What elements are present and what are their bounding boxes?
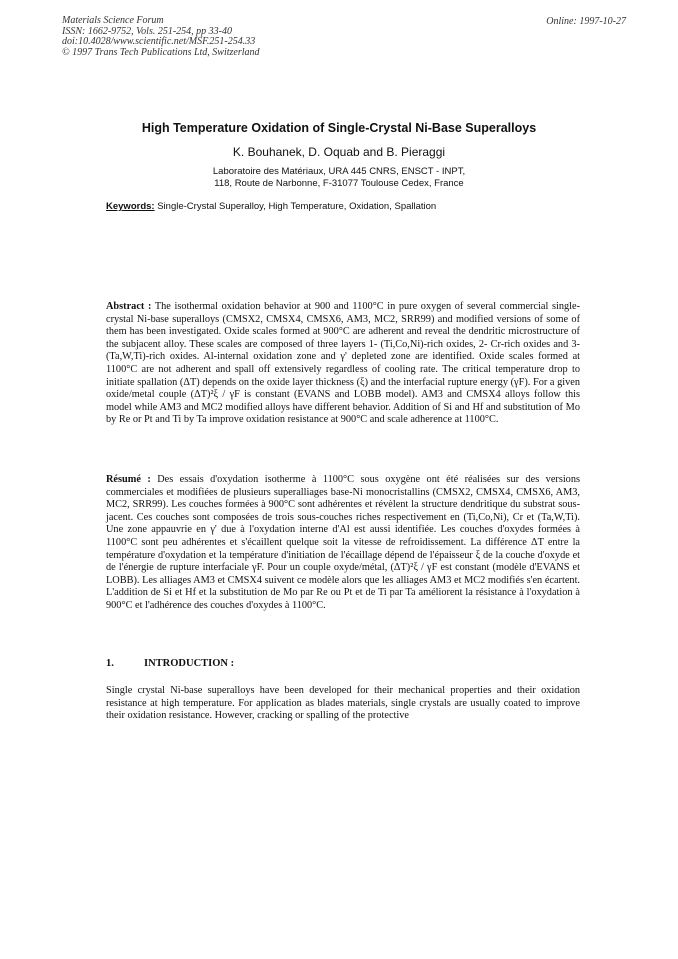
section-heading-introduction (106, 658, 234, 669)
online-date: Online: 1997-10-27 (546, 16, 626, 27)
affiliation-line-1: Laboratoire des Matériaux, URA 445 CNRS, ENSCT - INPT, (212, 166, 466, 177)
issn-line: ISSN: 1662-9752, Vols. 251-254, pp 33-40 (62, 25, 232, 37)
section-title: INTRODUCTION : (144, 658, 235, 669)
introduction-paragraph: Single crystal Ni-base superalloys have been developed for their mechanical properties and their oxidation resistance at high temperature. For application as blades materials, single crystals are usually coated to improve their oxidation resistance. However, cracking or spalling of the protective (106, 685, 580, 722)
doi-line: doi:10.4028/www.scientific.net/MSF.251-254.33 (62, 36, 256, 47)
paper-title: High Temperature Oxidation of Single-Crystal Ni-Base Superalloys (141, 121, 537, 135)
journal-header (62, 16, 260, 58)
affiliation (0, 166, 678, 190)
abstract (106, 301, 580, 427)
resume-text: Des essais d'oxydation isotherme à 1100°C sous oxygène ont été réalisées sur des versions commerciales et modifiées de plusieurs superalliages base-Ni monocristallins (CMSX2, CMSX4, CMSX6, AM3, MC2, SRR99). Les couches formées à 900°C sont adhérentes et révèlent la structure dendritique du substrat sous-jacent. Ces couches sont composées de trois sous-couches riches respectivement en (Ti,Co,Ni), Cr et (Ta,W,Ti). Une zone appauvrie en γ' due à l'oxydation interne d'Al est aussi identifiée. Les couches d'oxydes formées à 1100°C sont peu adhérentes et s'écaillent quelque soit la vitesse de refroidissement. La différence ΔT entre la température d'oxydation et la température d'initiation de l'écaillage dépend de l'épaisseur ξ de la couche d'oxyde et de l'énergie de rupture interfaciale γF. Pour un couple oxyde/métal, (ΔT)²ξ / γF est constant (modèle d'EVANS et LOBB). Les alliages AM3 et CMSX4 suivent ce modèle alors que les alliages AM3 et MC2 modifiés s'en écartent. L'addition de Si et Hf et la substitution de Mo par Re ou Pt et de Ti par Ta améliorent la résistance à l'oxydation à 900°C et l'adhérence des couches d'oxydes à 1100°C. (106, 474, 580, 611)
keywords (106, 201, 436, 212)
resume (106, 474, 580, 613)
resume-label: Résumé : (106, 474, 151, 485)
journal-name: Materials Science Forum (62, 15, 164, 26)
keywords-label: Keywords: (106, 201, 155, 212)
affiliation-line-2: 118, Route de Narbonne, F-31077 Toulouse Cedex, France (214, 178, 464, 189)
section-number: 1. (106, 658, 114, 669)
abstract-text: The isothermal oxidation behavior at 900 and 1100°C in pure oxygen of several commercial single-crystal Ni-base superalloys (CMSX2, CMSX4, CMSX6, AM3, MC2, SRR99) and modified versions of some of them has been investigated. Oxide scales formed at 900°C are adherent and reveal the dendritic microstructure of the subjacent alloy. These scales are composed of three layers 1- (Ti,Co,Ni)-rich oxides, 2- Cr-rich oxides and 3- (Ta,W,Ti)-rich oxides. Al-internal oxidation zone and γ' depleted zone are identified. Oxide scales formed at 1100°C are not adherent and spall off extensively regardless of cooling rate. The critical temperature drop to initiate spallation (ΔT) depends on the oxide layer thickness (ξ) and the interfacial rupture energy (γF). For a given oxide/metal couple (ΔT)²ξ / γF is constant (EVANS and LOBB model). AM3 and CMSX4 alloys follow this model while AM3 and MC2 modified alloys have different behavior. Addition of Si and Hf and substitution of Mo by Re or Pt and Ti by Ta improve oxidation resistance at 900°C and scale adherence at 1100°C. (106, 301, 580, 426)
copyright-line: © 1997 Trans Tech Publications Ltd, Switzerland (62, 46, 260, 58)
abstract-label: Abstract : (106, 301, 152, 312)
author-list: K. Bouhanek, D. Oquab and B. Pieraggi (232, 145, 446, 159)
keywords-text: Single-Crystal Superalloy, High Temperature, Oxidation, Spallation (157, 201, 437, 212)
